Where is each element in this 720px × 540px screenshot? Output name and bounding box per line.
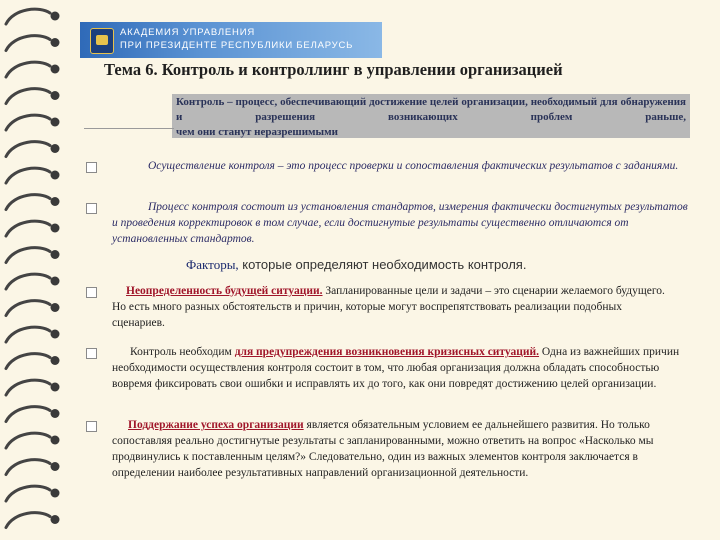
bullet-checkbox-icon: [86, 421, 97, 432]
spiral-ring-icon: [6, 221, 60, 236]
factor-success-text: является обязательным условием ее дальнейшего развития. Но только сопоставляя реально достигнутые результаты с запланированными, можно ответить на вопрос «Насколько мы продвинулись к поставленным целям?» Следовательно, один из важных элементов контроля заключается в определении наиболее результативных направлений организационной деятельности.: [112, 419, 654, 479]
bullet-checkbox-icon: [86, 203, 97, 214]
spiral-ring-icon: [6, 142, 60, 157]
spiral-ring-icon: [6, 380, 60, 395]
factor-crisis-highlight: для предупреждения возникновения кризисных ситуаций.: [234, 346, 540, 358]
factors-lead: Факторы,: [186, 257, 239, 272]
spiral-ring-icon: [6, 115, 60, 130]
factor-crisis-prevention: [112, 344, 684, 392]
academy-name-line2: ПРИ ПРЕЗИДЕНТЕ РЕСПУБЛИКИ БЕЛАРУСЬ: [120, 40, 354, 51]
emblem-icon: [90, 28, 114, 54]
point-control-process: Осуществление контроля – это процесс проверки и сопоставления фактических результатов с заданиями.: [148, 160, 679, 172]
spiral-ring-icon: [6, 513, 60, 528]
factor-uncertainty: [112, 283, 672, 331]
academy-logo-banner: [80, 22, 382, 58]
factor-crisis-text: Одна из важнейших причин необходимости осуществления контроля состоит в том, что любая организация должна обладать способностью вовремя фиксировать свои ошибки и исправлять их до того, как они повредят достижению целей организации.: [112, 346, 680, 390]
spiral-ring-icon: [6, 407, 60, 422]
spiral-ring-icon: [6, 62, 60, 77]
bullet-checkbox-icon: [86, 162, 97, 173]
factors-rest: которые определяют необходимость контроля.: [238, 257, 527, 272]
spiral-ring-icon: [6, 274, 60, 289]
factors-heading: [186, 257, 526, 273]
spiral-ring-icon: [6, 36, 60, 51]
bullet-checkbox-icon: [86, 287, 97, 298]
spiral-ring-icon: [6, 327, 60, 342]
factor-success: [112, 417, 690, 481]
spiral-ring-icon: [6, 301, 60, 316]
factor-success-highlight: Поддержание успеха организации: [128, 419, 304, 431]
academy-name-line1: АКАДЕМИЯ УПРАВЛЕНИЯ: [120, 27, 255, 38]
factor-crisis-before: Контроль необходим: [130, 346, 235, 358]
spiral-ring-icon: [6, 248, 60, 263]
spiral-ring-icon: [6, 433, 60, 448]
spiral-binding: [0, 0, 70, 540]
bullet-checkbox-icon: [86, 348, 97, 359]
spiral-ring-icon: [6, 168, 60, 183]
point-control-steps: Процесс контроля состоит из установления стандартов, измерения фактически достигнутых результатов и проведения корректировок в том случае, если достигнутые результаты существенно отличаются от установленных стандартов.: [112, 201, 688, 245]
definition-last-line: чем они станут неразрешимыми: [176, 126, 338, 138]
spiral-ring-icon: [6, 354, 60, 369]
academy-name: [120, 26, 353, 52]
spiral-ring-icon: [6, 195, 60, 210]
definition-text: [176, 95, 686, 140]
factor-uncertainty-text: Запланированные цели и задачи – это сценарии желаемого будущего. Но есть много разных обстоятельств и причин, которые могут воспрепятствовать реализации подобных сценариев.: [112, 285, 665, 329]
factor-uncertainty-highlight: Неопределенность будущей ситуации.: [126, 285, 323, 297]
spiral-ring-icon: [6, 460, 60, 475]
spiral-ring-icon: [6, 486, 60, 501]
divider-line: [84, 128, 174, 129]
slide-title: Тема 6. Контроль и контроллинг в управлении организацией: [104, 60, 563, 79]
definition-main: Контроль – процесс, обеспечивающий достижение целей организации, необходимый для обнаружения и разрешения возникающих проблем раньше,: [176, 96, 686, 123]
spiral-ring-icon: [6, 9, 60, 24]
spiral-ring-icon: [6, 89, 60, 104]
